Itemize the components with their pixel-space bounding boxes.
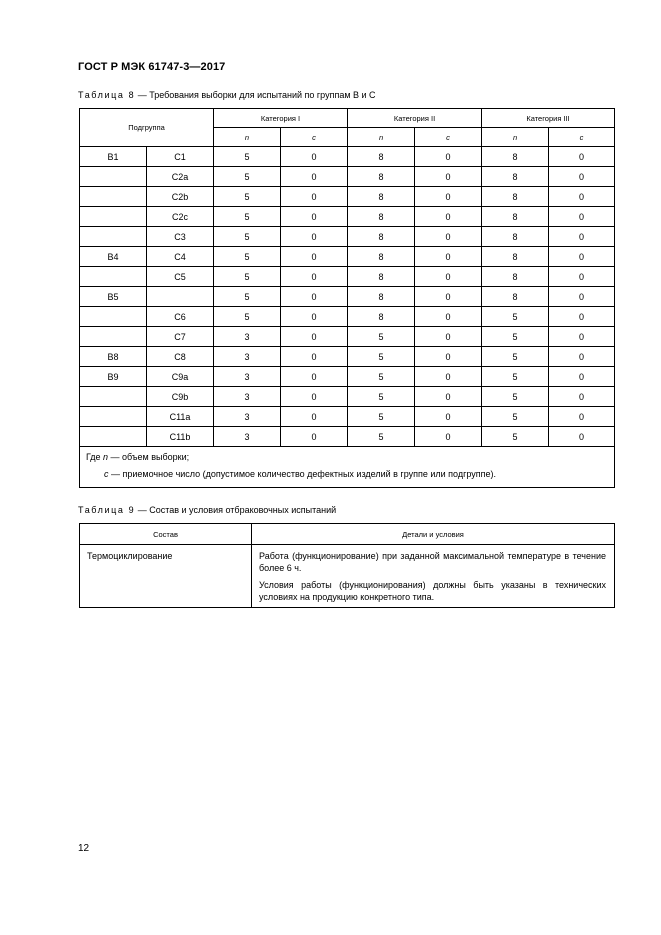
c-value-cell: 0 [549,427,615,447]
subgroup-cell: C4 [147,247,214,267]
table-row [80,387,615,407]
row-test-name: Термоциклирование [80,545,252,608]
table-row [80,307,615,327]
n-value-cell: 5 [482,327,549,347]
subgroup-cell: C11b [147,427,214,447]
subgroup-cell: C9a [147,367,214,387]
table-9-caption-label: Таблица 9 [78,505,136,515]
table-row [80,287,615,307]
subgroup-cell: C8 [147,347,214,367]
c-value-cell: 0 [415,147,482,167]
subgroup-cell: C9b [147,387,214,407]
c-value-cell: 0 [549,327,615,347]
group-cell [80,267,147,287]
c-value-cell: 0 [281,147,348,167]
c-value-cell: 0 [281,307,348,327]
group-cell [80,387,147,407]
n-value-cell: 8 [348,167,415,187]
n-value-cell: 8 [482,147,549,167]
n-value-cell: 8 [348,207,415,227]
c-value-cell: 0 [415,387,482,407]
n-value-cell: 8 [482,187,549,207]
c-value-cell: 0 [415,327,482,347]
table-row [80,545,615,608]
n-value-cell: 5 [214,207,281,227]
detail-paragraph-1: Работа (функционирование) при заданной максимальной температуре в течение более 6 ч. [259,551,606,573]
c-value-cell: 0 [415,167,482,187]
n-value-cell: 5 [214,247,281,267]
c-value-cell: 0 [415,267,482,287]
table-row [80,227,615,247]
c-value-cell: 0 [549,167,615,187]
n-value-cell: 8 [348,187,415,207]
header-subgroup: Подгруппа [80,109,214,147]
table-8-footnote [80,447,615,488]
header-n: n [482,128,549,147]
n-value-cell: 5 [214,287,281,307]
n-value-cell: 8 [348,287,415,307]
c-value-cell: 0 [281,247,348,267]
n-value-cell: 3 [214,407,281,427]
n-value-cell: 3 [214,427,281,447]
c-value-cell: 0 [281,267,348,287]
n-value-cell: 8 [348,227,415,247]
c-value-cell: 0 [415,367,482,387]
n-value-cell: 8 [348,267,415,287]
n-value-cell: 8 [348,247,415,267]
c-value-cell: 0 [281,327,348,347]
subgroup-cell: C2c [147,207,214,227]
n-value-cell: 8 [482,247,549,267]
table-row [80,247,615,267]
n-value-cell: 3 [214,327,281,347]
n-value-cell: 5 [482,407,549,427]
header-category-1: Категория I [214,109,348,128]
n-value-cell: 5 [348,367,415,387]
n-value-cell: 8 [482,207,549,227]
group-cell [80,407,147,427]
header-n: n [348,128,415,147]
header-details: Детали и условия [252,524,615,545]
n-value-cell: 5 [214,267,281,287]
c-value-cell: 0 [415,347,482,367]
c-value-cell: 0 [281,407,348,427]
footnote-line-c: c — приемочное число (допустимое количество дефектных изделий в группе или подгруппе). [104,469,497,479]
n-value-cell: 5 [214,147,281,167]
table-9-caption [78,505,336,515]
table-row [80,427,615,447]
footnote-line-n: Где n — объем выборки; [86,452,190,462]
table-9 [79,523,615,608]
table-8-caption-label: Таблица 8 [78,90,136,100]
n-value-cell: 3 [214,367,281,387]
subgroup-cell: C11a [147,407,214,427]
table-8-caption [78,90,376,100]
table-row [80,267,615,287]
subgroup-cell: C5 [147,267,214,287]
group-cell [80,167,147,187]
n-value-cell: 5 [214,167,281,187]
table-row [80,407,615,427]
c-value-cell: 0 [549,227,615,247]
group-cell: B1 [80,147,147,167]
n-value-cell: 5 [348,407,415,427]
table-row [80,167,615,187]
header-category-3: Категория III [482,109,615,128]
n-value-cell: 3 [214,387,281,407]
n-value-cell: 8 [348,147,415,167]
group-cell [80,427,147,447]
c-value-cell: 0 [415,407,482,427]
table-row [80,327,615,347]
header-c: c [415,128,482,147]
n-value-cell: 8 [482,227,549,247]
subgroup-cell: C1 [147,147,214,167]
n-value-cell: 5 [348,327,415,347]
c-value-cell: 0 [549,267,615,287]
n-value-cell: 8 [482,167,549,187]
c-value-cell: 0 [549,407,615,427]
header-n: n [214,128,281,147]
n-value-cell: 5 [348,427,415,447]
c-value-cell: 0 [281,387,348,407]
n-value-cell: 5 [214,307,281,327]
c-value-cell: 0 [549,207,615,227]
c-value-cell: 0 [415,227,482,247]
c-value-cell: 0 [549,187,615,207]
subgroup-cell: C6 [147,307,214,327]
c-value-cell: 0 [549,367,615,387]
c-value-cell: 0 [281,347,348,367]
group-cell [80,227,147,247]
c-value-cell: 0 [549,347,615,367]
c-value-cell: 0 [281,187,348,207]
group-cell: B9 [80,367,147,387]
table-9-caption-text: — Состав и условия отбраковочных испытаний [135,505,337,515]
n-value-cell: 5 [348,387,415,407]
c-value-cell: 0 [415,427,482,447]
c-value-cell: 0 [281,287,348,307]
c-value-cell: 0 [281,367,348,387]
header-c: c [549,128,615,147]
c-value-cell: 0 [549,307,615,327]
c-value-cell: 0 [415,307,482,327]
c-value-cell: 0 [549,147,615,167]
table-row [80,367,615,387]
page-number: 12 [78,843,90,854]
c-value-cell: 0 [549,247,615,267]
group-cell: B5 [80,287,147,307]
group-cell: B8 [80,347,147,367]
group-cell [80,207,147,227]
n-value-cell: 5 [482,347,549,367]
table-8-caption-text: — Требования выборки для испытаний по группам В и С [135,90,376,100]
n-value-cell: 8 [482,267,549,287]
group-cell [80,307,147,327]
group-cell: B4 [80,247,147,267]
subgroup-cell: C2a [147,167,214,187]
subgroup-cell [147,287,214,307]
c-value-cell: 0 [415,287,482,307]
subgroup-cell: C7 [147,327,214,347]
c-value-cell: 0 [281,207,348,227]
n-value-cell: 8 [482,287,549,307]
c-value-cell: 0 [549,287,615,307]
header-c: c [281,128,348,147]
c-value-cell: 0 [549,387,615,407]
c-value-cell: 0 [415,207,482,227]
table-row [80,347,615,367]
n-value-cell: 5 [348,347,415,367]
n-value-cell: 5 [482,387,549,407]
n-value-cell: 8 [348,307,415,327]
table-row [80,187,615,207]
c-value-cell: 0 [281,167,348,187]
c-value-cell: 0 [281,427,348,447]
header-category-2: Категория II [348,109,482,128]
n-value-cell: 5 [214,227,281,247]
document-code: ГОСТ Р МЭК 61747-3—2017 [78,61,226,73]
c-value-cell: 0 [281,227,348,247]
detail-paragraph-2: Условия работы (функционирования) должны быть указаны в технических условиях на продукцию конкретного типа. [259,580,606,602]
group-cell [80,327,147,347]
n-value-cell: 5 [214,187,281,207]
subgroup-cell: C3 [147,227,214,247]
table-row [80,147,615,167]
subgroup-cell: C2b [147,187,214,207]
c-value-cell: 0 [415,187,482,207]
header-composition: Состав [80,524,252,545]
c-value-cell: 0 [415,247,482,267]
table-8 [79,108,615,488]
row-test-details [252,545,615,608]
n-value-cell: 5 [482,307,549,327]
n-value-cell: 5 [482,427,549,447]
group-cell [80,187,147,207]
n-value-cell: 5 [482,367,549,387]
table-row [80,207,615,227]
n-value-cell: 3 [214,347,281,367]
